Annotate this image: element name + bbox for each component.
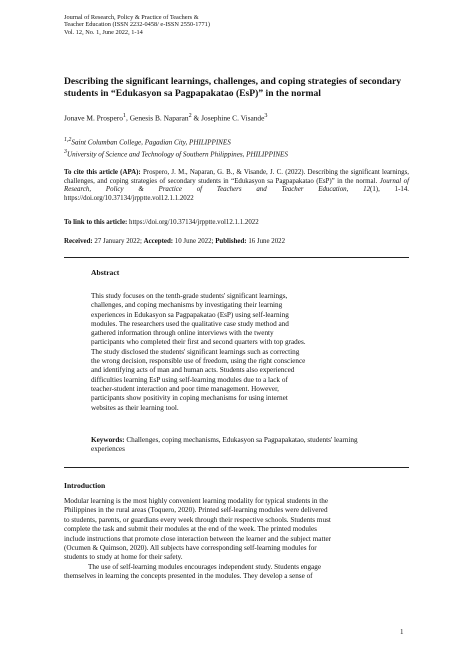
affiliation-text: Saint Columban College, Pagadian City, PHILIPPINES bbox=[71, 138, 231, 147]
accepted-label: Accepted: bbox=[143, 238, 174, 245]
journal-header-line: Vol. 12, No. 1, June 2022, 1-14 bbox=[64, 28, 143, 36]
author-affiliation-mark: 2 bbox=[188, 113, 192, 119]
affiliation-text: University of Science and Technology of Southern Philippines, PHILIPPINES bbox=[66, 149, 288, 158]
author-name: Jonave M. Prospero bbox=[64, 113, 123, 123]
abstract-body bbox=[91, 292, 382, 413]
accepted-date: 10 June 2022; bbox=[173, 238, 216, 245]
citation-journal: Journal of Research, Policy & Practice of Teachers and Teacher Education, 12 bbox=[64, 177, 409, 194]
citation-text: Prospero, J. M., Naparan, G. B., & Visande, J. C. (2022). Describing the significant learnings, challenges, and coping strategies of secondary students in “Edukasyon sa Pagpapakatao (EsP)” in the normal. bbox=[64, 169, 410, 185]
abstract-line: experiences in Edukasyon sa Pagpapakatao (EsP) using self-learning bbox=[91, 310, 289, 319]
abstract-line: modules. The researchers used the qualitative case study method and bbox=[91, 319, 289, 328]
citation-block bbox=[64, 169, 409, 204]
affiliation-line bbox=[64, 148, 288, 160]
abstract-heading: Abstract bbox=[91, 268, 120, 277]
abstract-line: The study disclosed the students' significant learnings such as correcting bbox=[91, 347, 300, 356]
journal-header-line: Journal of Research, Policy & Practice of Teachers & bbox=[64, 14, 199, 21]
keywords bbox=[91, 436, 382, 455]
introduction-heading: Introduction bbox=[64, 481, 106, 490]
article-link bbox=[64, 218, 259, 227]
intro-line: themselves in learning the concepts presented in the modules. They develop a sense of bbox=[64, 572, 313, 581]
citation-text-end: (1), 1-14. https://doi.org/10.37134/jrpptte.vol12.1.1.2022 bbox=[64, 186, 409, 203]
keywords-text: Challenges, coping mechanisms, Edukasyon sa Pagpapakatao, students' learning experiences bbox=[91, 436, 358, 454]
intro-line: include instructions that promote close interaction between the learner and the subject matter bbox=[64, 534, 332, 543]
intro-line: complete the task and submit their modules at the end of the week. The printed modules bbox=[64, 525, 317, 534]
published-date: 16 June 2022 bbox=[246, 238, 286, 245]
received-label: Received: bbox=[64, 238, 93, 245]
published-label: Published: bbox=[215, 238, 247, 245]
author-list bbox=[64, 112, 267, 122]
author-separator: & bbox=[191, 113, 202, 123]
intro-line: (Ocumen & Quimson, 2020). All subjects have corresponding self-learning modules for bbox=[64, 544, 317, 553]
abstract-line: This study focuses on the tenth-grade students' significant learnings, bbox=[91, 292, 288, 300]
abstract-line: teacher-student interaction and poor time management. However, bbox=[91, 384, 279, 393]
link-label: To link to this article: bbox=[64, 219, 128, 226]
author-affiliation-mark: 3 bbox=[264, 113, 268, 119]
abstract-line: challenges, and coping mechanisms by investigating their learning bbox=[91, 301, 283, 310]
author-affiliation-mark: 1 bbox=[122, 113, 126, 119]
abstract-line: gathered information through online interviews with the twenty bbox=[91, 329, 274, 338]
affiliation-mark: 3 bbox=[64, 148, 67, 155]
intro-line: to students, parents, or guardians every week through their respective schools. Students must bbox=[64, 515, 331, 524]
citation-label: To cite this article (APA): bbox=[64, 169, 141, 176]
affiliation-mark: 1,2 bbox=[64, 137, 72, 143]
abstract-line: the wrong decision, responsible use of freedom, using the right conscience bbox=[91, 357, 306, 366]
author-separator: , bbox=[126, 113, 130, 123]
received-date: 27 January 2022; bbox=[92, 238, 144, 245]
divider-bottom bbox=[64, 467, 409, 468]
publication-dates bbox=[64, 237, 285, 246]
abstract-line: and identifying acts of man and human acts. Students also experienced bbox=[91, 366, 295, 375]
affiliation-line bbox=[64, 136, 288, 148]
affiliations bbox=[64, 136, 288, 159]
keywords-label: Keywords: bbox=[91, 436, 125, 444]
page-number: 1 bbox=[400, 628, 404, 636]
doi-link[interactable]: https://doi.org/10.37134/jrpptte.vol12.1.1.2022 bbox=[127, 219, 259, 226]
abstract-line: websites as their learning tool. bbox=[91, 403, 179, 412]
abstract-line: participants who completed their first and second quarters with top grades. bbox=[91, 338, 306, 347]
intro-line: The use of self-learning modules encourages independent study. Students engage bbox=[88, 562, 322, 571]
article-title: Describing the significant learnings, challenges, and coping strategies of secondary students in “Edukasyon sa Pagpapakatao (EsP)” in the normal bbox=[64, 76, 402, 99]
journal-header-line: Teacher Education (ISSN 2232-0458/ e-ISSN 2550-1771) bbox=[64, 21, 210, 29]
abstract-line: difficulties learning EsP using self-learning modules due to a lack of bbox=[91, 375, 288, 384]
journal-header bbox=[64, 14, 210, 36]
author-name: Josephine C. Visande bbox=[201, 113, 265, 123]
intro-line: Modular learning is the most highly convenient learning modality for typical students in the bbox=[64, 497, 329, 505]
intro-line: students to study at home for their safety. bbox=[64, 553, 183, 562]
introduction-body bbox=[64, 497, 409, 582]
author-name: Genesis B. Naparan bbox=[129, 113, 189, 123]
intro-line: Philippines in the rural areas (Toquero, 2020). Printed self-learning modules were delivered bbox=[64, 506, 328, 515]
divider-top bbox=[64, 257, 409, 258]
abstract-line: participants show positivity in coping mechanisms for using internet bbox=[91, 394, 288, 403]
